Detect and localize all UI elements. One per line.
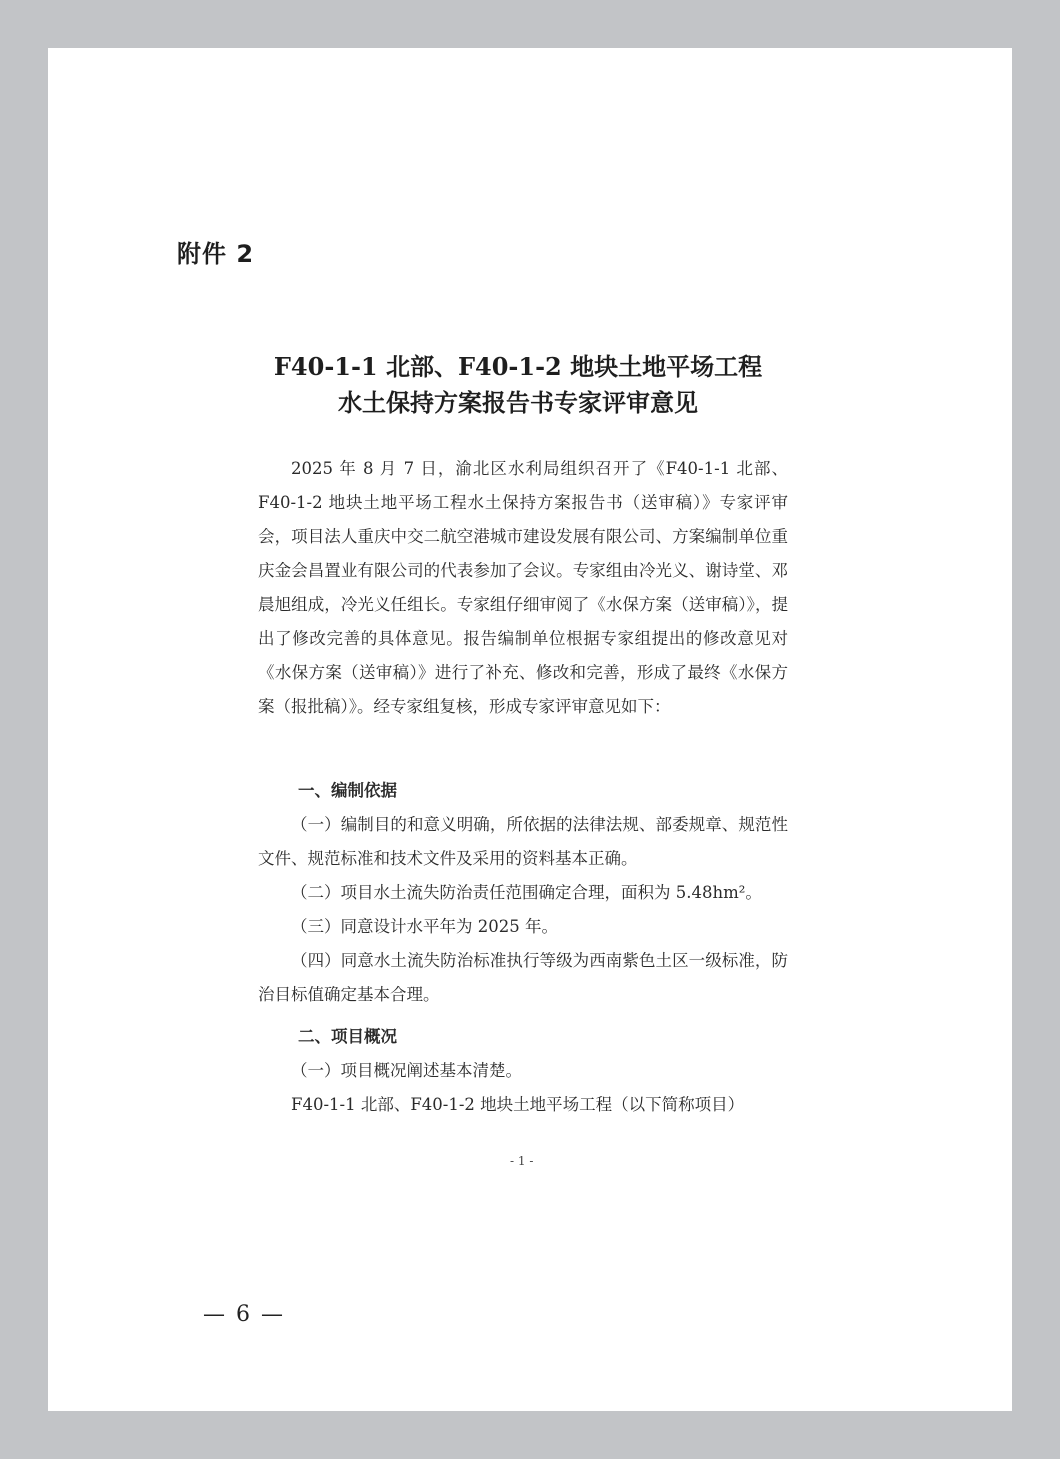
section-1-item: （四）同意水土流失防治标准执行等级为西南紫色土区一级标准，防治目标值确定基本合理。 bbox=[258, 951, 788, 1004]
section-1-item: （三）同意设计水平年为 2025 年。 bbox=[291, 917, 558, 936]
section-2-heading: 二、项目概况 bbox=[298, 1027, 397, 1046]
title-line-2: 水土保持方案报告书专家评审意见 bbox=[338, 388, 698, 417]
inner-page-number: - 1 - bbox=[510, 1154, 534, 1168]
attachment-label: 附件 2 bbox=[177, 240, 255, 268]
section-2-item: F40-1-1 北部、F40-1-2 地块土地平场工程（以下简称项目） bbox=[291, 1095, 745, 1114]
document-page bbox=[48, 48, 1012, 1411]
section-1-item: （一）编制目的和意义明确，所依据的法律法规、部委规章、规范性文件、规范标准和技术文件及采用的资料基本正确。 bbox=[258, 815, 788, 868]
section-1-item: （二）项目水土流失防治责任范围确定合理，面积为 5.48hm²。 bbox=[291, 883, 762, 902]
section-2-item: （一）项目概况阐述基本清楚。 bbox=[291, 1061, 522, 1080]
section-1-heading: 一、编制依据 bbox=[298, 781, 397, 800]
intro-paragraph: 2025 年 8 月 7 日，渝北区水利局组织召开了《F40-1-1 北部、F40-1-2 地块土地平场工程水土保持方案报告书（送审稿）》专家评审会，项目法人重庆中交二航空港城市建设发展有限公司、方案编制单位重庆金会昌置业有限公司的代表参加了会议。专家组由冷光义、谢诗堂、邓晨旭组成，冷光义任组长。专家组仔细审阅了《水保方案（送审稿）》，提出了修改完善的具体意见。报告编制单位根据专家组提出的修改意见对《水保方案（送审稿）》进行了补充、修改和完善，形成了最终《水保方案（报批稿）》。经专家组复核，形成专家评审意见如下： bbox=[258, 459, 788, 716]
title-line-1: F40-1-1 北部、F40-1-2 地块土地平场工程 bbox=[273, 352, 763, 381]
outer-page-number: — 6 — bbox=[203, 1302, 285, 1327]
